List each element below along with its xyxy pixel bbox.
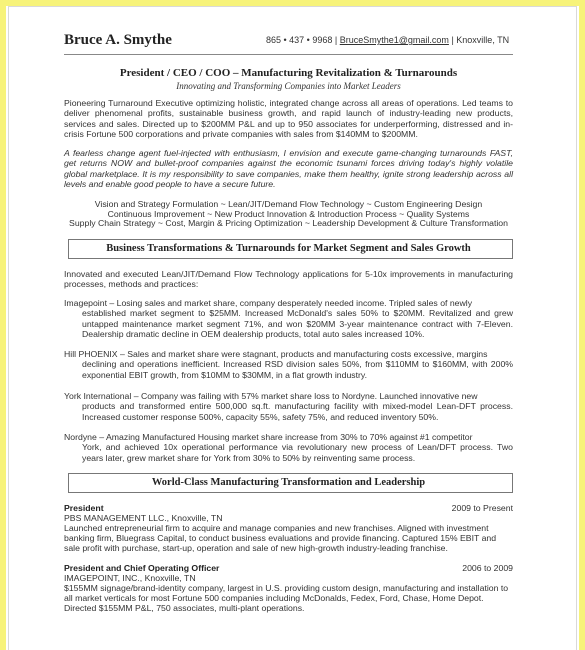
contact-separator: |: [451, 35, 454, 45]
summary-paragraph: Pioneering Turnaround Executive optimizing holistic, integrated change across all areas of operations. Led teams to deliver phenomenal profits, sustainable business growth, and rapid launch of industry-leading new products, services and sales. Directed up to $200MM P&L and up to 950 associates for underperforming, distressed and in-crisis Fortune 500 corporations and private companies with sales from $140MM to $200MM.: [64, 98, 513, 140]
achievement-item: [64, 349, 513, 380]
headline-subtitle: Innovating and Transforming Companies into Market Leaders: [176, 81, 401, 91]
headline-title: President / CEO / COO – Manufacturing Revitalization & Turnarounds: [119, 67, 458, 79]
role-dates: 2006 to 2009: [462, 563, 513, 573]
achievement-detail: products and transformed entire 500,000 sq.ft. manufacturing facility with mixed-model Lean-DFT process. Increased customer response 500%, capacity 55%, safety 75%, and reduced inventory 50%.: [82, 401, 513, 422]
header-divider: [64, 54, 513, 55]
role-dates: 2009 to Present: [451, 503, 513, 513]
skills-list: [64, 200, 513, 229]
skills-line: Continuous Improvement ~ New Product Innovation & Introduction Process ~ Quality Systems: [107, 208, 470, 219]
email-link[interactable]: BruceSmythe1@gmail.com: [339, 35, 449, 45]
role-description: $155MM signage/brand-identity company, largest in U.S. providing custom design, manufacturing and installation to all market verticals for most Fortune 500 companies including McDonalds, Fedex, Ford, Chase, Home Depot. Directed $155MM P&L, 750 associates, multi-plant operations.: [64, 583, 509, 613]
role-entry: [64, 503, 513, 553]
achievement-item: [64, 432, 513, 463]
candidate-name: Bruce A. Smythe: [64, 32, 172, 48]
achievement-detail: York, and achieved 10x operational performance via revolutionary new process of Lean/DFT process. Two years later, grew market share for York from 30% to 50% by reinventing same process.: [82, 442, 513, 463]
achievement-item: [64, 391, 513, 422]
achievement-first-line: Nordyne – Amazing Manufactured Housing market share increase from 30% to 70% against #1 competitor: [64, 432, 473, 442]
skills-line: Supply Chain Strategy ~ Cost, Margin & Pricing Optimization ~ Leadership Development & Culture Transformation: [69, 218, 508, 229]
quote-paragraph: A fearless change agent fuel-injected with enthusiasm, I envision and execute game-changing turnarounds FAST, get returns NOW and bullet-proof companies against the economic tsunami forces driving today's highly volatile global marketplace. It is my responsibility to save companies, make them healthy, ignite strong leadership across all levels and enable good people to have a secure future.: [64, 148, 513, 190]
phone-number: 865 • 437 • 9968: [266, 35, 333, 45]
achievement-item: [64, 298, 513, 340]
section-title: Business Transformations & Turnarounds for Market Segment and Sales Growth: [106, 243, 471, 254]
role-company: PBS MANAGEMENT LLC., Knoxville, TN: [64, 513, 223, 523]
role-entry: [64, 563, 513, 613]
location: Knoxville, TN: [456, 35, 510, 45]
achievement-first-line: Imagepoint – Losing sales and market share, company desperately needed income. Tripled sales of newly: [64, 298, 473, 308]
role-title: President: [64, 503, 104, 513]
achievement-detail: declining and operations inefficient. Increased RSD division sales 50%, from $110MM to $160MM, with 200% exponential EBIT growth, from $10MM to $30MM, in a flat growth industry.: [82, 359, 513, 380]
section-title: World-Class Manufacturing Transformation and Leadership: [151, 477, 426, 488]
role-title: President and Chief Operating Officer: [64, 563, 220, 573]
achievement-first-line: Hill PHOENIX – Sales and market share were stagnant, products and manufacturing costs excessive, margins: [64, 349, 488, 359]
skills-line: Vision and Strategy Formulation ~ Lean/JIT/Demand Flow Technology ~ Custom Engineering Design: [94, 199, 483, 209]
role-description: Launched entrepreneurial firm to acquire and manage companies and new franchises. Aligned with investment banking firm, Bluegrass Capital, to conduct business evaluations and provide financing. Captured 15% EBIT and sale profit with purchase, start-up, operation and sale of new high-growth industry-leading franchise.: [64, 523, 497, 553]
contact-separator: |: [334, 35, 338, 45]
role-company: IMAGEPOINT, INC., Knoxville, TN: [64, 573, 196, 583]
section-intro: Innovated and executed Lean/JIT/Demand Flow Technology applications for 5-10x improvements in manufacturing processes, methods and practices:: [64, 269, 513, 290]
contact-line: [266, 35, 509, 45]
achievement-first-line: York International – Company was failing with 57% market share loss to Nordyne. Launched innovative new: [64, 391, 478, 401]
achievement-detail: established market segment to $25MM. Increased McDonald's sales 50% to $20MM. Revitalized and grew untapped maintenance market segment 71%, and won $20MM 3-year maintenance contract with 7-Eleven. Dealership dramatic decline in OEM dealership products, total auto sales increased 10%.: [82, 308, 513, 340]
